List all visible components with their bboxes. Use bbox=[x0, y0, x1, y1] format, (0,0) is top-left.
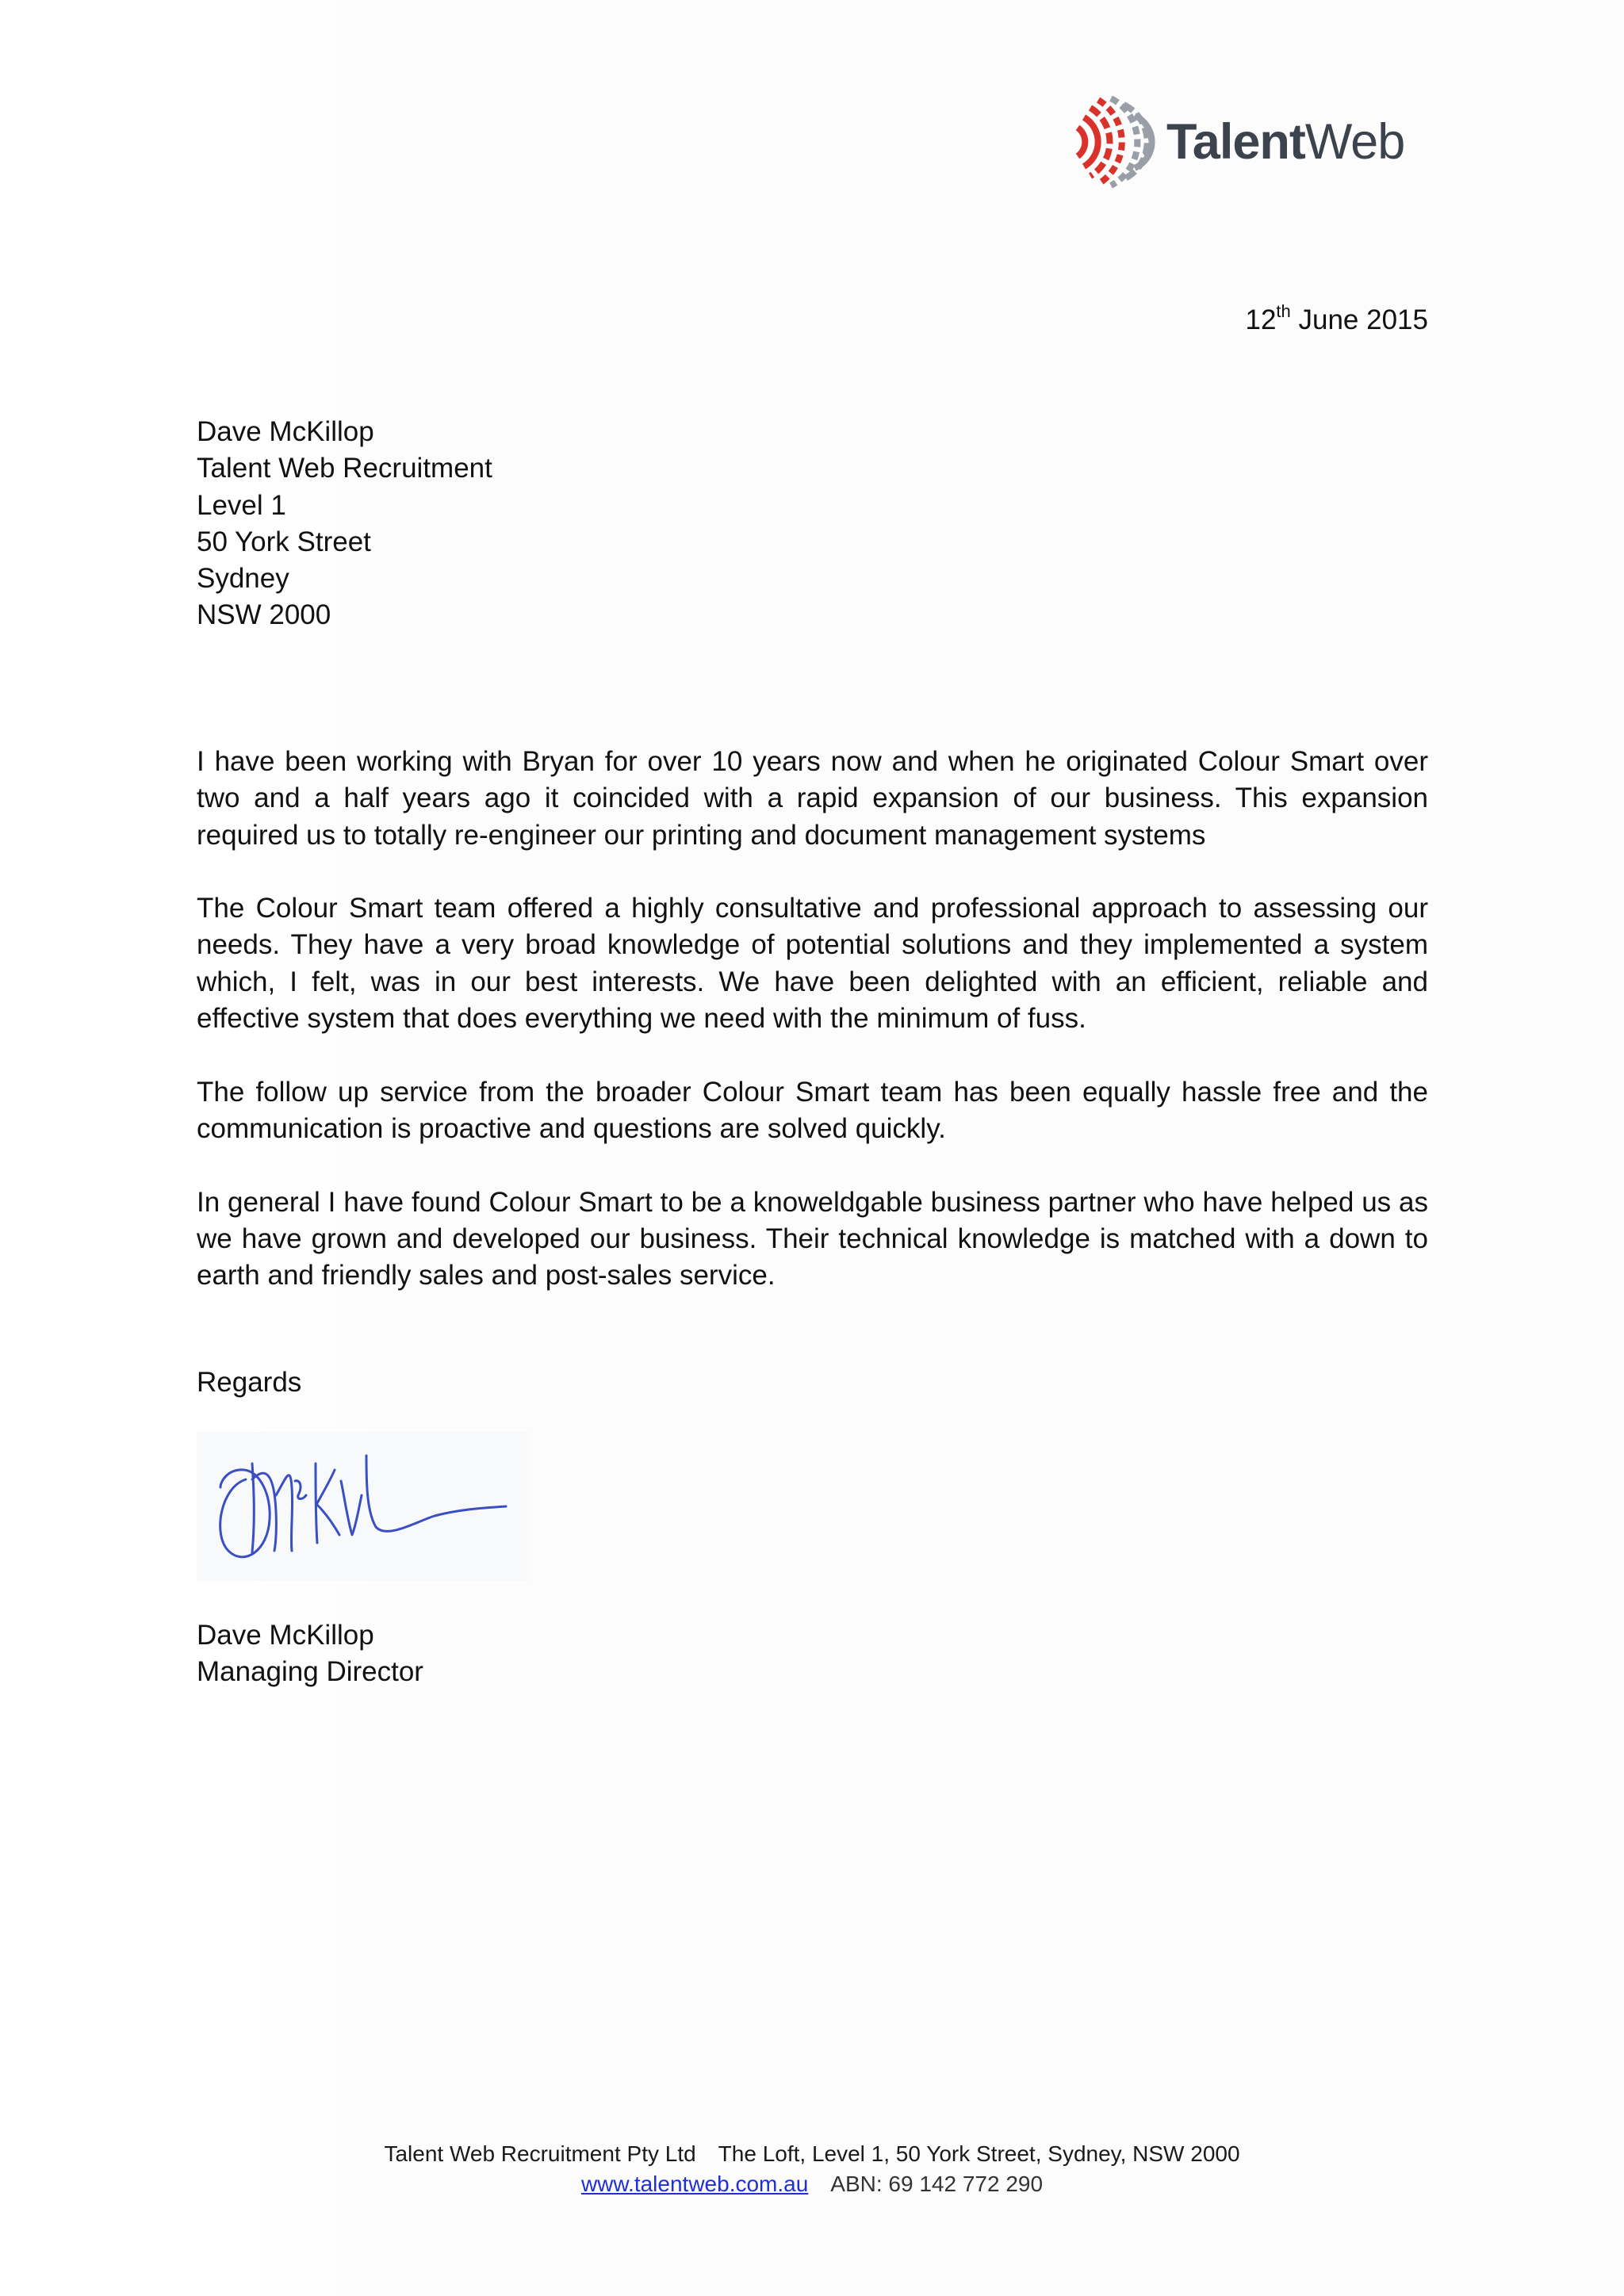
recipient-street: 50 York Street bbox=[197, 526, 371, 557]
signer-title: Managing Director bbox=[197, 1656, 423, 1688]
website-link[interactable]: www.talentweb.com.au bbox=[580, 2172, 809, 2196]
footer-abn: ABN: 69 142 772 290 bbox=[830, 2172, 1044, 2196]
body-paragraph: In general I have found Colour Smart to be a knoweldgable business partner who have helped us as we have grown and developed our business. Their technical knowledge is matched with a down to earth and friendly sales and post-sales service. bbox=[197, 1186, 1428, 1292]
body-paragraph: The follow up service from the broader Colour Smart team has been equally hassle free and the communication is proactive and questions are solved quickly. bbox=[197, 1076, 1428, 1144]
recipient-address bbox=[197, 414, 492, 634]
sound-wave-logo-icon bbox=[1065, 94, 1157, 190]
signer-name: Dave McKillop bbox=[197, 1620, 374, 1651]
recipient-state-postcode: NSW 2000 bbox=[197, 599, 331, 631]
recipient-company: Talent Web Recruitment bbox=[197, 453, 492, 484]
footer-line-1 bbox=[0, 2139, 1624, 2169]
recipient-name: Dave McKillop bbox=[197, 416, 374, 447]
body-paragraph: I have been working with Bryan for over 10 years now and when he originated Colour Smart over two and a half years ago it coincided with a rapid expansion of our business. This expansion required us to totally re-engineer our printing and document management systems bbox=[197, 746, 1428, 851]
recipient-level: Level 1 bbox=[197, 489, 286, 521]
body-paragraph: The Colour Smart team offered a highly consultative and professional approach to assessing our needs. They have a very broad knowledge of potential solutions and they implemented a system which, I felt, was in our best interests. We have been delighted with an efficient, reliable and effective system that does everything we need with the minimum of fuss. bbox=[197, 893, 1428, 1035]
letter-date: 12th June 2015 bbox=[1245, 301, 1428, 335]
logo-wordmark: TalentWeb bbox=[1166, 114, 1405, 170]
letter-body bbox=[197, 744, 1428, 1331]
letterhead-footer bbox=[0, 2139, 1624, 2199]
footer-address: The Loft, Level 1, 50 York Street, Sydney, NSW 2000 bbox=[718, 2141, 1240, 2166]
closing: Regards bbox=[197, 1367, 302, 1398]
talentweb-logo bbox=[1065, 94, 1430, 190]
footer-line-2 bbox=[0, 2169, 1624, 2199]
recipient-city: Sydney bbox=[197, 563, 289, 595]
handwritten-signature bbox=[197, 1432, 530, 1581]
signer-block bbox=[197, 1617, 423, 1691]
footer-company: Talent Web Recruitment Pty Ltd bbox=[384, 2141, 696, 2166]
